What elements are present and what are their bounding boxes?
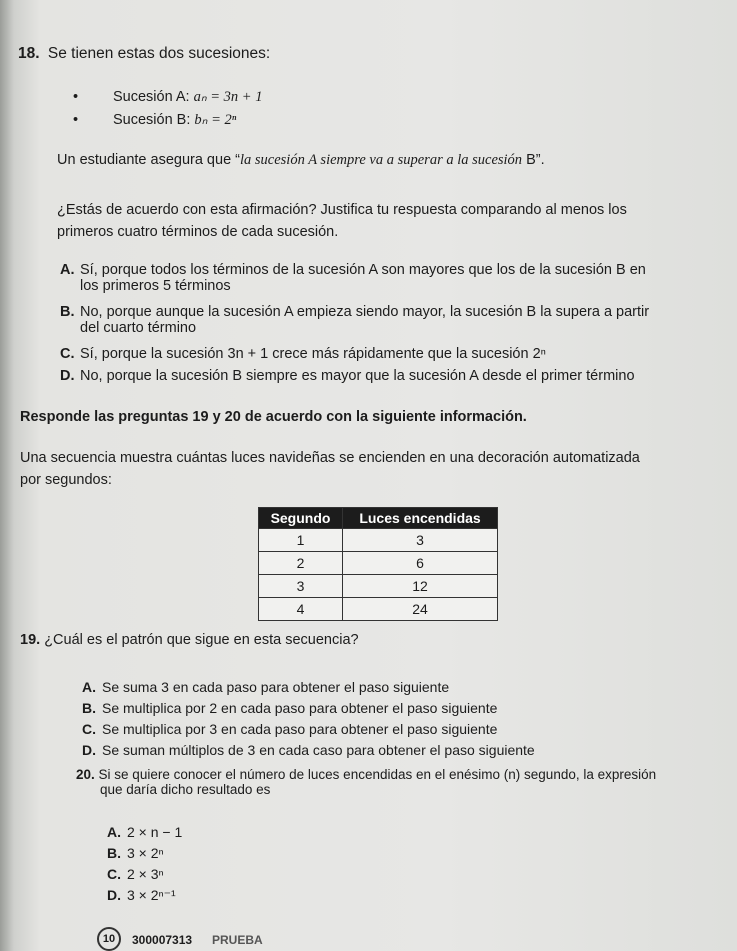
bullet: • <box>73 112 79 128</box>
sequence-a: • Sucesión A: aₙ = 3n + 1 <box>73 89 263 105</box>
column-header: Luces encendidas <box>343 508 498 529</box>
q20-option-a[interactable]: A. 2 × n − 1 <box>107 824 183 840</box>
table-row: 1 3 <box>259 529 498 552</box>
q18-intro: Se tienen estas dos sucesiones: <box>47 45 271 62</box>
column-header: Segundo <box>259 508 343 529</box>
q18-option-a[interactable]: A. Sí, porque todos los términos de la sucesión A son mayores que los de la sucesión B en los primeros 5 términos <box>60 262 646 294</box>
table-row: 3 12 <box>259 575 498 598</box>
q18-option-c[interactable]: C. Sí, porque la sucesión 3n + 1 crece más rápidamente que la sucesión 2ⁿ <box>60 346 546 362</box>
q20-option-c[interactable]: C. 2 × 3ⁿ <box>107 866 164 882</box>
q19-option-c[interactable]: C. Se multiplica por 3 en cada paso para obtener el paso siguiente <box>82 721 498 737</box>
q18-question-line2: primeros cuatro términos de cada sucesión. <box>57 224 339 240</box>
context-line1: Una secuencia muestra cuántas luces navideñas se encienden en una decoración automatizada <box>20 450 640 466</box>
table-row: 2 6 <box>259 552 498 575</box>
page-number-badge: 10 <box>97 927 121 951</box>
sequence-b: • Sucesión B: bₙ = 2ⁿ <box>73 112 237 128</box>
q19-option-d[interactable]: D. Se suman múltiplos de 3 en cada caso para obtener el paso siguiente <box>82 742 535 758</box>
q19-question: 19. ¿Cuál es el patrón que sigue en esta secuencia? <box>20 632 359 648</box>
table-header-row <box>259 508 498 529</box>
table-row: 4 24 <box>259 598 498 621</box>
q18-option-b[interactable]: B. No, porque aunque la sucesión A empieza siendo mayor, la sucesión B la supera a partir del cuarto término <box>60 304 650 336</box>
q18-number: 18. <box>18 45 40 62</box>
bullet: • <box>73 89 79 105</box>
q18-question-line1: ¿Estás de acuerdo con esta afirmación? Justifica tu respuesta comparando al menos los <box>57 202 627 218</box>
q19-option-b[interactable]: B. Se multiplica por 2 en cada paso para obtener el paso siguiente <box>82 700 498 716</box>
lights-table <box>258 507 498 621</box>
q18-option-d[interactable]: D. No, porque la sucesión B siempre es mayor que la sucesión A desde el primer término <box>60 368 635 384</box>
q19-option-a[interactable]: A. Se suma 3 en cada paso para obtener el paso siguiente <box>82 679 450 695</box>
q20-option-d[interactable]: D. 3 × 2ⁿ⁻¹ <box>107 887 176 903</box>
q18-header <box>18 45 270 63</box>
q20-option-b[interactable]: B. 3 × 2ⁿ <box>107 845 164 861</box>
footer-code: 300007313 <box>132 933 193 947</box>
context-line2: por segundos: <box>20 472 112 488</box>
q18-statement: Un estudiante asegura que “la sucesión A siempre va a superar a la sucesión B”. <box>57 152 545 168</box>
instruction: Responde las preguntas 19 y 20 de acuerdo con la siguiente información. <box>20 409 527 425</box>
q20-question: 20. Si se quiere conocer el número de luces encendidas en el enésimo (n) segundo, la expresión que daría dicho resultado es <box>76 767 657 797</box>
footer-label: PRUEBA <box>212 933 263 947</box>
